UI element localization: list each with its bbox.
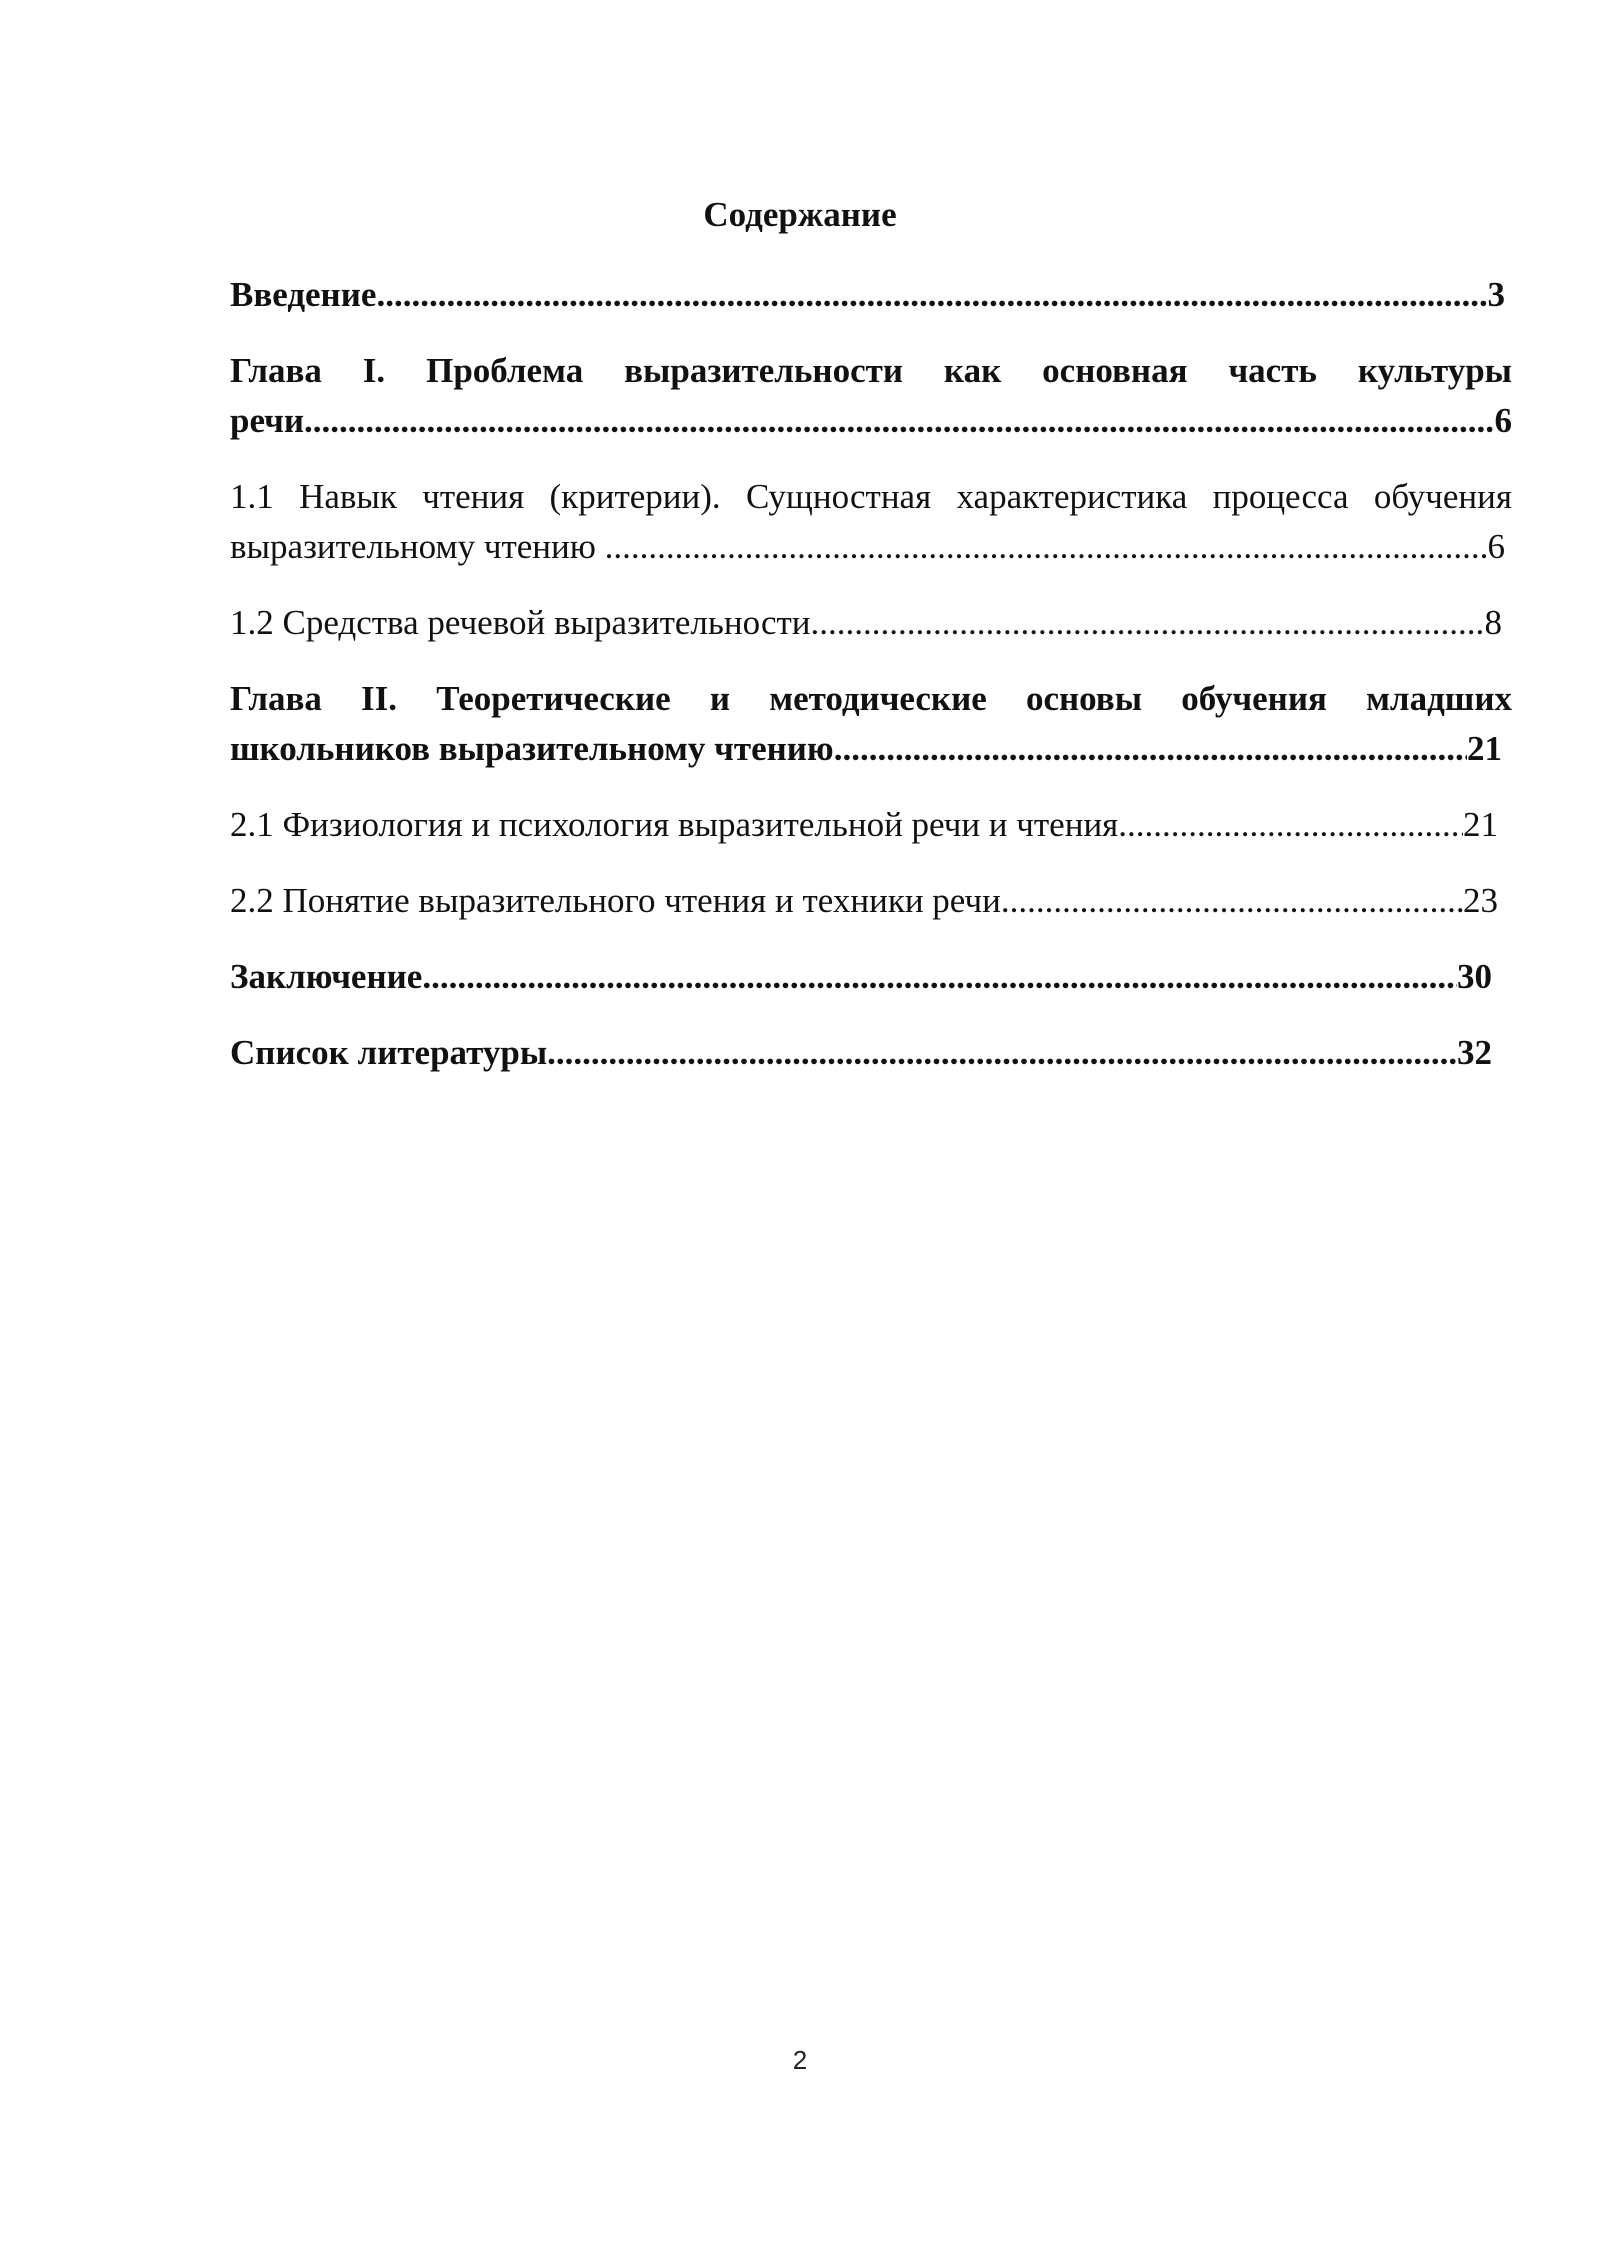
toc-entry-section-2-2[interactable] xyxy=(230,876,1498,926)
dot-leader xyxy=(605,522,1488,572)
toc-entry-line xyxy=(230,800,1498,850)
toc-entry-line xyxy=(230,598,1502,648)
toc-entry-introduction[interactable] xyxy=(230,270,1505,320)
toc-entry-chapter-1[interactable] xyxy=(230,346,1512,446)
toc-entry-page-number: 23 xyxy=(1463,881,1498,920)
toc-entry-section-2-1[interactable] xyxy=(230,800,1498,850)
toc-entry-title: Введение xyxy=(230,275,377,314)
toc-entry-page-number: 6 xyxy=(1494,401,1512,440)
toc-entry-page-number: 30 xyxy=(1457,957,1492,996)
toc-entry-title-line-1: Глава II. Теоретические и методические основы обучения младших xyxy=(230,679,1512,718)
toc-entry-title: школьников выразительному чтению xyxy=(230,729,834,768)
toc-entry-section-1-1[interactable] xyxy=(230,472,1512,572)
toc-entry-title: выразительному чтению xyxy=(230,527,605,566)
toc-entry-title: речи xyxy=(230,401,305,440)
toc-entry-title: 2.1 Физиология и психология выразительной речи и чтения xyxy=(230,805,1119,844)
toc-heading: Содержание xyxy=(703,195,897,234)
toc-entry-page-number: 21 xyxy=(1463,805,1498,844)
toc-entry-line xyxy=(230,876,1498,926)
toc-entry-line xyxy=(230,724,1502,774)
toc-entry-page-number: 21 xyxy=(1467,729,1502,768)
dot-leader xyxy=(547,1028,1457,1078)
toc-entry-title: Заключение xyxy=(230,957,423,996)
toc-entry-title: 1.2 Средства речевой выразительности xyxy=(230,603,811,642)
table-of-contents xyxy=(230,270,1512,1104)
toc-entry-line xyxy=(230,522,1505,572)
toc-entry-title: 2.2 Понятие выразительного чтения и техники речи xyxy=(230,881,1001,920)
toc-entry-conclusion[interactable] xyxy=(230,952,1492,1002)
toc-entry-line xyxy=(230,270,1505,320)
toc-entry-section-1-2[interactable] xyxy=(230,598,1502,648)
dot-leader xyxy=(422,952,1457,1002)
toc-entry-bibliography[interactable] xyxy=(230,1028,1492,1078)
toc-entry-page-number: 32 xyxy=(1457,1033,1492,1072)
toc-entry-title-line-1: 1.1 Навык чтения (критерии). Сущностная характеристика процесса обучения xyxy=(230,477,1512,516)
toc-entry-page-number: 3 xyxy=(1487,275,1505,314)
toc-entry-line xyxy=(230,396,1512,446)
toc-entry-title: Список литературы xyxy=(230,1033,548,1072)
toc-entry-line xyxy=(230,952,1492,1002)
dot-leader xyxy=(834,724,1467,774)
toc-entry-title-line-1: Глава I. Проблема выразительности как основная часть культуры xyxy=(230,351,1512,390)
dot-leader xyxy=(376,270,1487,320)
dot-leader xyxy=(1118,800,1463,850)
dot-leader xyxy=(811,598,1485,648)
dot-leader xyxy=(304,396,1494,446)
toc-entry-page-number: 6 xyxy=(1487,527,1505,566)
toc-entry-page-number: 8 xyxy=(1484,603,1502,642)
toc-entry-line xyxy=(230,1028,1492,1078)
toc-entry-chapter-2[interactable] xyxy=(230,674,1512,774)
page-number: 2 xyxy=(792,2045,808,2075)
dot-leader xyxy=(1001,876,1463,926)
